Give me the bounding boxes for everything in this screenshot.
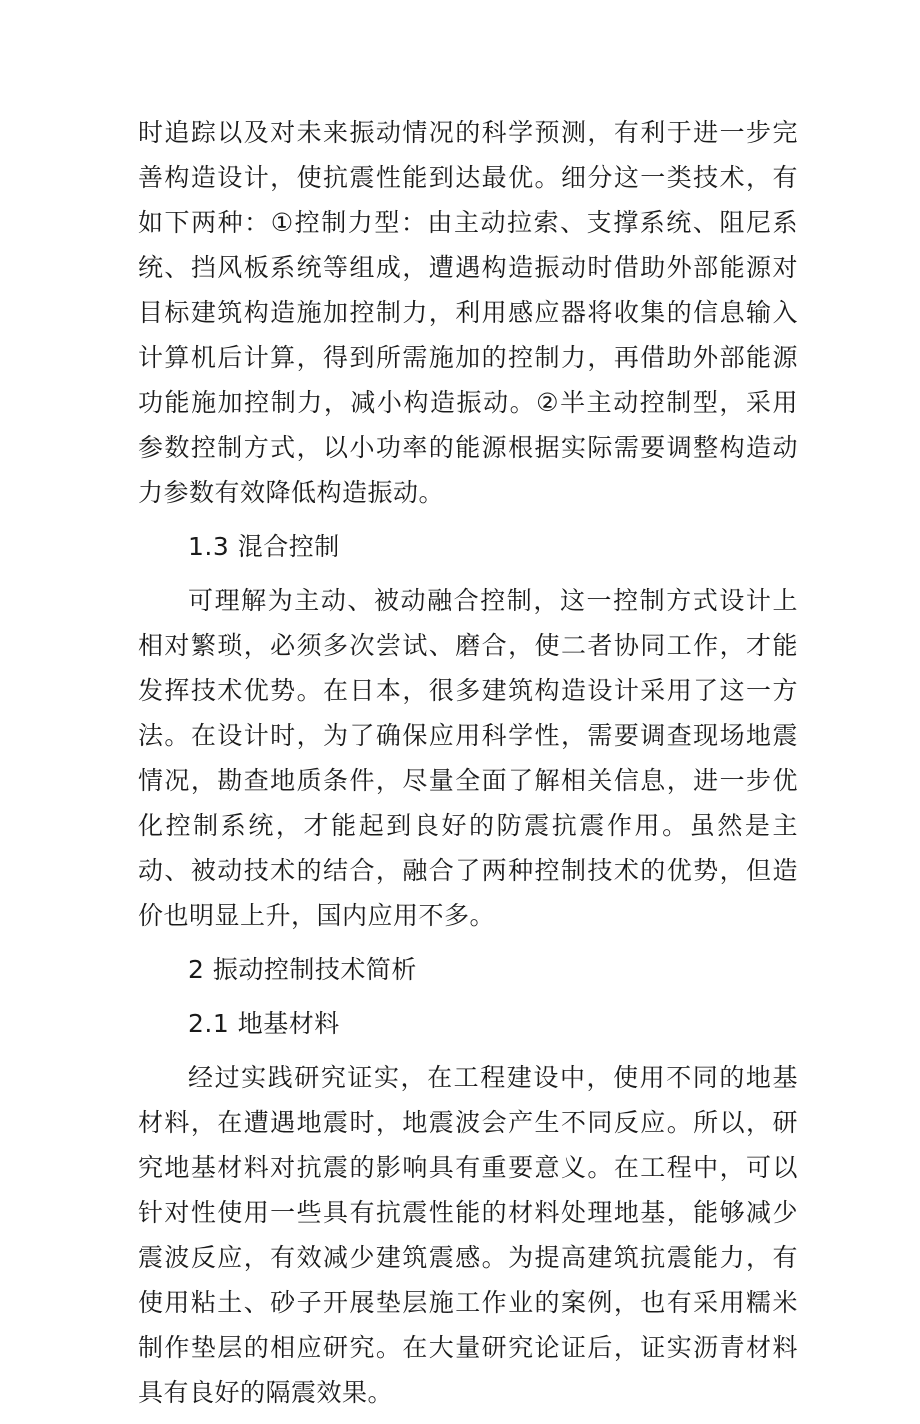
document-body: [138, 110, 798, 1424]
section-heading-2-1: 2.1 地基材料: [188, 1009, 340, 1038]
paragraph-hybrid-control: 可理解为主动、被动融合控制，这一控制方式设计上相对繁琐，必须多次尝试、磨合，使二者协同工作，才能发挥技术优势。在日本，很多建筑构造设计采用了这一方法。在设计时，为了确保应用科学性，需要调查现场地震情况，勘查地质条件，尽量全面了解相关信息，进一步优化控制系统，才能起到良好的防震抗震作用。虽然是主动、被动技术的结合，融合了两种控制技术的优势，但造价也明显上升，国内应用不多。: [138, 586, 798, 930]
section-heading-1-3: 1.3 混合控制: [188, 532, 340, 561]
paragraph-continuation: 时追踪以及对未来振动情况的科学预测，有利于进一步完善构造设计，使抗震性能到达最优。细分这一类技术，有如下两种：①控制力型：由主动拉索、支撑系统、阻尼系统、挡风板系统等组成，遭遇构造振动时借助外部能源对目标建筑构造施加控制力，利用感应器将收集的信息输入计算机后计算，得到所需施加的控制力，再借助外部能源功能施加控制力，减小构造振动。②半主动控制型，采用参数控制方式，以小功率的能源根据实际需要调整构造动力参数有效降低构造振动。: [138, 118, 798, 507]
section-heading-2: 2 振动控制技术简析: [188, 955, 417, 984]
paragraph-foundation-material: 经过实践研究证实，在工程建设中，使用不同的地基材料，在遭遇地震时，地震波会产生不同反应。所以，研究地基材料对抗震的影响具有重要意义。在工程中，可以针对性使用一些具有抗震性能的材料处理地基，能够减少震波反应，有效减少建筑震感。为提高建筑抗震能力，有使用粘土、砂子开展垫层施工作业的案例，也有采用糯米制作垫层的相应研究。在大量研究论证后，证实沥青材料具有良好的隔震效果。: [138, 1063, 798, 1407]
